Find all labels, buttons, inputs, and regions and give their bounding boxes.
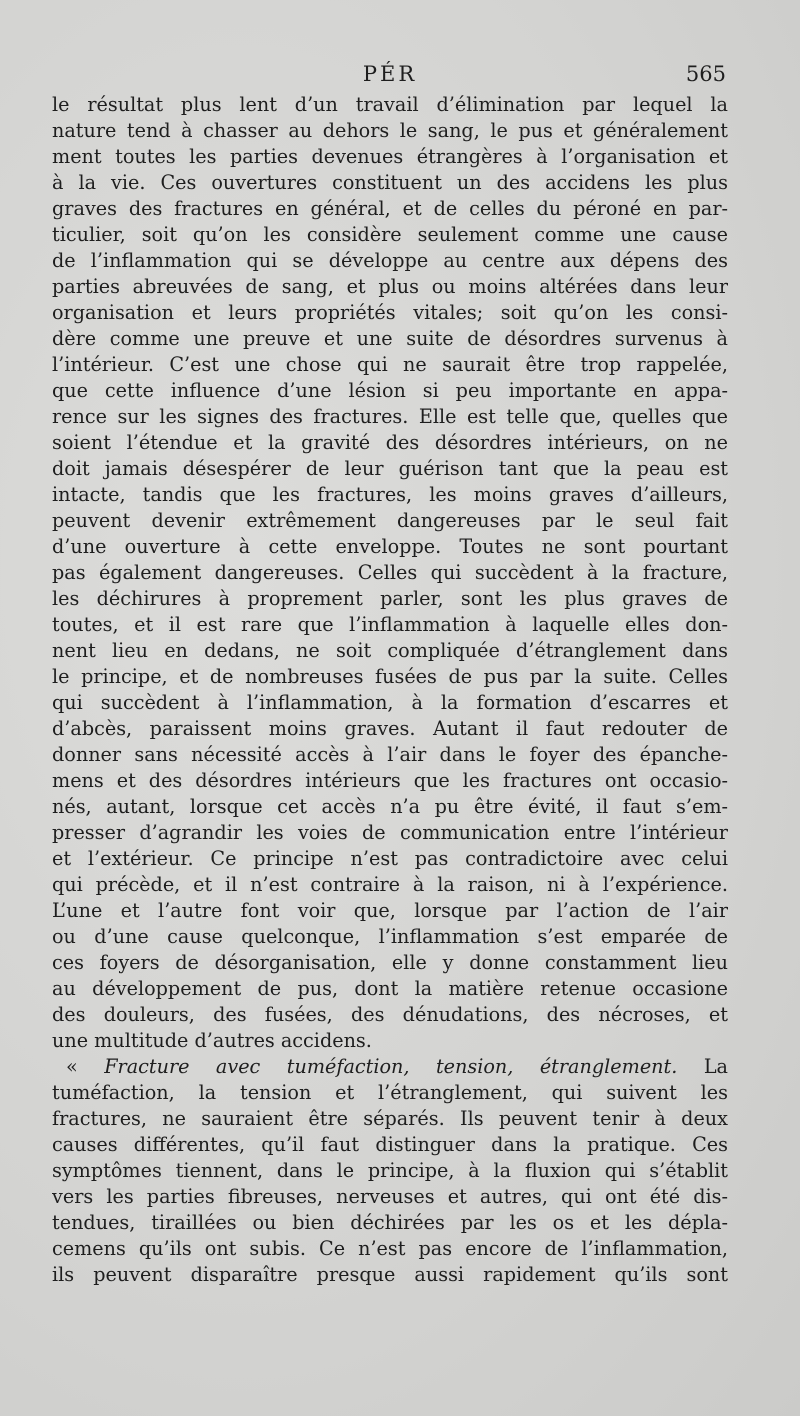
text-line: de l’inflammation qui se développe au centre aux dépens des	[52, 249, 728, 272]
text-line: organisation et leurs propriétés vitales; soit qu’on les consi-	[52, 301, 728, 324]
text-line: le principe, et de nombreuses fusées de pus par la suite. Celles	[52, 665, 728, 688]
text-line: que cette influence d’une lésion si peu importante en appa-	[52, 379, 728, 402]
text-line: tuméfaction, la tension et l’étranglement, qui suivent les	[52, 1081, 728, 1104]
text-line: nés, autant, lorsque cet accès n’a pu être évité, il faut s’em-	[52, 795, 728, 818]
text-line: d’une ouverture à cette enveloppe. Toutes ne sont pourtant	[52, 535, 728, 558]
text-line: soient l’étendue et la gravité des désordres intérieurs, on ne	[52, 431, 728, 454]
text-line: qui succèdent à l’inflammation, à la formation d’escarres et	[52, 691, 728, 714]
body-text	[52, 92, 728, 1288]
text-line: les déchirures à proprement parler, sont les plus graves de	[52, 587, 728, 610]
text-line: ils peuvent disparaître presque aussi rapidement qu’ils sont	[52, 1263, 728, 1286]
text-line: vers les parties fibreuses, nerveuses et autres, qui ont été dis-	[52, 1185, 728, 1208]
running-head	[52, 60, 728, 90]
text-line: le résultat plus lent d’un travail d’élimination par lequel la	[52, 93, 728, 116]
text-line: parties abreuvées de sang, et plus ou moins altérées dans leur	[52, 275, 728, 298]
text-line: dère comme une preuve et une suite de désordres survenus à	[52, 327, 728, 350]
text-line: à la vie. Ces ouvertures constituent un des accidens les plus	[52, 171, 728, 194]
text-line: causes différentes, qu’il faut distinguer dans la pratique. Ces	[52, 1133, 728, 1156]
text-line: pas également dangereuses. Celles qui succèdent à la fracture,	[52, 561, 728, 584]
paragraph-heading-line	[52, 1054, 728, 1080]
text-line: ces foyers de désorganisation, elle y donne constamment lieu	[52, 951, 728, 974]
text-line: qui précède, et il n’est contraire à la raison, ni à l’expérience.	[52, 873, 728, 896]
section-heading: Fracture avec tuméfaction, tension, étranglement.	[104, 1055, 678, 1078]
text-line: nature tend à chasser au dehors le sang, le pus et généralement	[52, 119, 728, 142]
page-number: 565	[685, 62, 726, 86]
text-line: des douleurs, des fusées, des dénudations, des nécroses, et	[52, 1003, 728, 1026]
text-line: intacte, tandis que les fractures, les moins graves d’ailleurs,	[52, 483, 728, 506]
running-title: PÉR	[362, 62, 418, 86]
text-line: nent lieu en dedans, ne soit compliquée d’étranglement dans	[52, 639, 728, 662]
text-line: ment toutes les parties devenues étrangères à l’organisation et	[52, 145, 728, 168]
text-line: d’abcès, paraissent moins graves. Autant il faut redouter de	[52, 717, 728, 740]
opening-quote: «	[66, 1055, 78, 1078]
text-line: fractures, ne sauraient être séparés. Ils peuvent tenir à deux	[52, 1107, 728, 1130]
text-line: donner sans nécessité accès à l’air dans le foyer des épanche-	[52, 743, 728, 766]
text-line: symptômes tiennent, dans le principe, à la fluxion qui s’établit	[52, 1159, 728, 1182]
text-line: L’une et l’autre font voir que, lorsque par l’action de l’air	[52, 899, 728, 922]
text-line: mens et des désordres intérieurs que les fractures ont occasio-	[52, 769, 728, 792]
text-line: ticulier, soit qu’on les considère seulement comme une cause	[52, 223, 728, 246]
text-line: presser d’agrandir les voies de communication entre l’intérieur	[52, 821, 728, 844]
text-line: doit jamais désespérer de leur guérison tant que la peau est	[52, 457, 728, 480]
text-fragment: La	[703, 1055, 728, 1078]
text-line: ou d’une cause quelconque, l’inflammation s’est emparée de	[52, 925, 728, 948]
text-line: graves des fractures en général, et de celles du péroné en par-	[52, 197, 728, 220]
text-line: et l’extérieur. Ce principe n’est pas contradictoire avec celui	[52, 847, 728, 870]
text-line: rence sur les signes des fractures. Elle est telle que, quelles que	[52, 405, 728, 428]
text-line: tendues, tiraillées ou bien déchirées par les os et les dépla-	[52, 1211, 728, 1234]
text-line: l’intérieur. C’est une chose qui ne saurait être trop rappelée,	[52, 353, 728, 376]
text-line: une multitude d’autres accidens.	[52, 1029, 372, 1052]
text-line: cemens qu’ils ont subis. Ce n’est pas encore de l’inflammation,	[52, 1237, 728, 1260]
text-line: peuvent devenir extrêmement dangereuses par le seul fait	[52, 509, 728, 532]
text-line: au développement de pus, dont la matière retenue occasione	[52, 977, 728, 1000]
text-line: toutes, et il est rare que l’inflammation à laquelle elles don-	[52, 613, 728, 636]
